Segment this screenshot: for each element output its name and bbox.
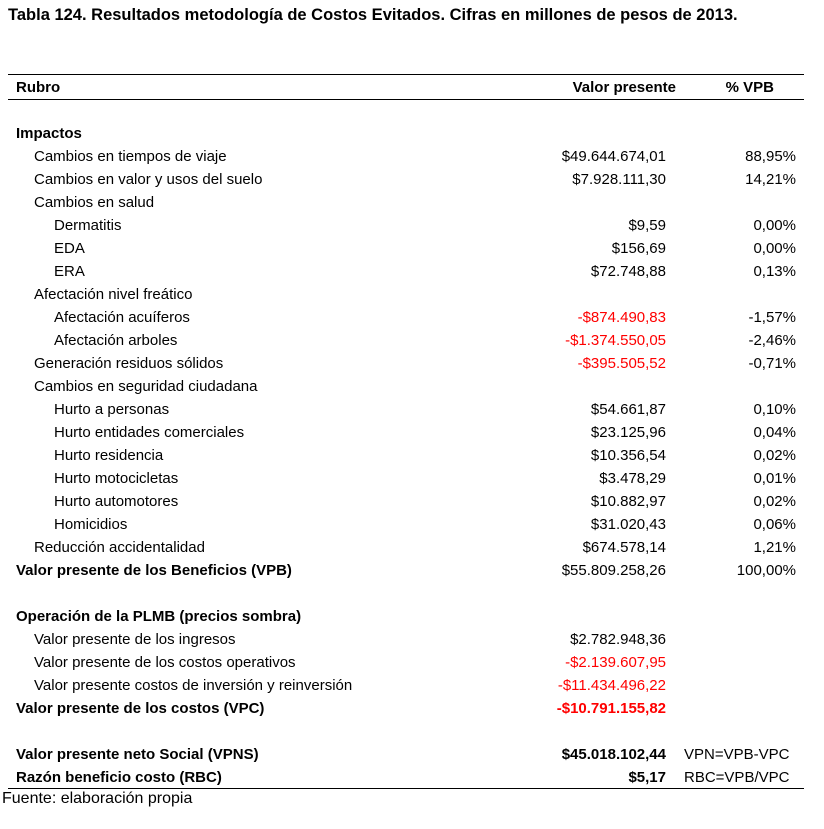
- row-percent: -0,71%: [748, 355, 796, 372]
- row-value: $10.882,97: [590, 493, 666, 510]
- row-percent: 88,95%: [745, 148, 796, 165]
- header-pct: % VPB: [725, 79, 774, 96]
- table-row: [8, 743, 804, 766]
- table-row: [8, 720, 804, 743]
- row-label: Afectación acuíferos: [54, 309, 190, 326]
- row-percent: -2,46%: [748, 332, 796, 349]
- row-value: $9,59: [628, 217, 666, 234]
- table-row: [8, 283, 804, 306]
- row-label: Valor presente de los costos (VPC): [16, 700, 265, 717]
- table-row: [8, 375, 804, 398]
- row-label: Cambios en salud: [34, 194, 155, 211]
- row-label: Valor presente costos de inversión y reinversión: [34, 677, 353, 694]
- row-value: -$1.374.550,05: [565, 332, 666, 349]
- row-value: $45.018.102,44: [561, 746, 666, 763]
- table-row: [8, 628, 804, 651]
- row-percent: 0,04%: [753, 424, 796, 441]
- row-label: Hurto entidades comerciales: [54, 424, 245, 441]
- table-row: [8, 605, 804, 628]
- row-percent: 0,02%: [753, 447, 796, 464]
- table-row: [8, 329, 804, 352]
- row-value: $55.809.258,26: [561, 562, 666, 579]
- row-percent: 0,02%: [753, 493, 796, 510]
- row-value: $72.748,88: [590, 263, 666, 280]
- row-label: Razón beneficio costo (RBC): [16, 769, 222, 786]
- top-rule: [8, 74, 804, 75]
- row-percent: 0,10%: [753, 401, 796, 418]
- row-value: -$10.791.155,82: [556, 700, 666, 717]
- table-row: [8, 191, 804, 214]
- row-label: Generación residuos sólidos: [34, 355, 224, 372]
- row-percent: 100,00%: [736, 562, 796, 579]
- row-label: Homicidios: [54, 516, 128, 533]
- row-label: Valor presente de los costos operativos: [34, 654, 296, 671]
- row-label: Impactos: [16, 125, 82, 142]
- row-value: -$11.434.496,22: [557, 677, 666, 694]
- table-row: [8, 145, 804, 168]
- row-percent: 0,00%: [753, 240, 796, 257]
- table-row: [8, 467, 804, 490]
- row-percent: 1,21%: [753, 539, 796, 556]
- table-row: [8, 674, 804, 697]
- row-note: VPN=VPB-VPC: [684, 746, 790, 763]
- row-label: EDA: [54, 240, 85, 257]
- table-title: Tabla 124. Resultados metodología de Costos Evitados. Cifras en millones de pesos de 2013.: [8, 6, 738, 24]
- table-row: [8, 490, 804, 513]
- row-percent: 0,13%: [753, 263, 796, 280]
- header-valor: Valor presente: [572, 79, 676, 96]
- row-value: $54.661,87: [590, 401, 666, 418]
- row-label: Hurto automotores: [54, 493, 179, 510]
- header-rubro: Rubro: [16, 79, 61, 96]
- row-percent: 0,01%: [753, 470, 796, 487]
- row-value: $49.644.674,01: [561, 148, 666, 165]
- header-rule: [8, 99, 804, 100]
- table-row: [8, 214, 804, 237]
- table-row: [8, 766, 804, 789]
- row-label: Cambios en valor y usos del suelo: [34, 171, 263, 188]
- table-row: [8, 306, 804, 329]
- row-percent: -1,57%: [748, 309, 796, 326]
- table-row: [8, 513, 804, 536]
- table-row: [8, 559, 804, 582]
- bottom-rule: [8, 788, 804, 789]
- row-value: -$395.505,52: [577, 355, 666, 372]
- row-value: $23.125,96: [590, 424, 666, 441]
- row-value: $10.356,54: [590, 447, 666, 464]
- row-label: Cambios en tiempos de viaje: [34, 148, 227, 165]
- row-note: RBC=VPB/VPC: [684, 769, 790, 786]
- row-value: $7.928.111,30: [572, 171, 666, 188]
- source-note: Fuente: elaboración propia: [2, 790, 193, 807]
- row-label: Cambios en seguridad ciudadana: [34, 378, 258, 395]
- row-percent: 0,00%: [753, 217, 796, 234]
- table-row: [8, 237, 804, 260]
- row-label: Hurto motocicletas: [54, 470, 179, 487]
- table-row: [8, 536, 804, 559]
- row-value: $5,17: [628, 769, 666, 786]
- row-label: Afectación nivel freático: [34, 286, 193, 303]
- row-label: Afectación arboles: [54, 332, 178, 349]
- table-row: [8, 168, 804, 191]
- row-value: $674.578,14: [582, 539, 666, 556]
- row-value: $156,69: [611, 240, 666, 257]
- row-percent: 0,06%: [753, 516, 796, 533]
- row-label: Hurto a personas: [54, 401, 170, 418]
- row-label: ERA: [54, 263, 85, 280]
- row-label: Valor presente de los Beneficios (VPB): [16, 562, 292, 579]
- table-row: [8, 352, 804, 375]
- table-row: [8, 398, 804, 421]
- row-value: $31.020,43: [590, 516, 666, 533]
- table-row: [8, 651, 804, 674]
- row-percent: 14,21%: [745, 171, 796, 188]
- table-row: [8, 582, 804, 605]
- row-label: Operación de la PLMB (precios sombra): [16, 608, 302, 625]
- row-value: $3.478,29: [599, 470, 666, 487]
- table-row: [8, 697, 804, 720]
- table-row: [8, 421, 804, 444]
- row-value: -$2.139.607,95: [565, 654, 666, 671]
- row-label: Reducción accidentalidad: [34, 539, 205, 556]
- row-label: Hurto residencia: [54, 447, 164, 464]
- row-value: -$874.490,83: [577, 309, 666, 326]
- table-header: [8, 76, 804, 99]
- table-row: [8, 444, 804, 467]
- row-label: Dermatitis: [54, 217, 122, 234]
- row-value: $2.782.948,36: [570, 631, 666, 648]
- row-label: Valor presente neto Social (VPNS): [16, 746, 259, 763]
- row-label: Valor presente de los ingresos: [34, 631, 236, 648]
- table-row: [8, 260, 804, 283]
- table-row: [8, 122, 804, 145]
